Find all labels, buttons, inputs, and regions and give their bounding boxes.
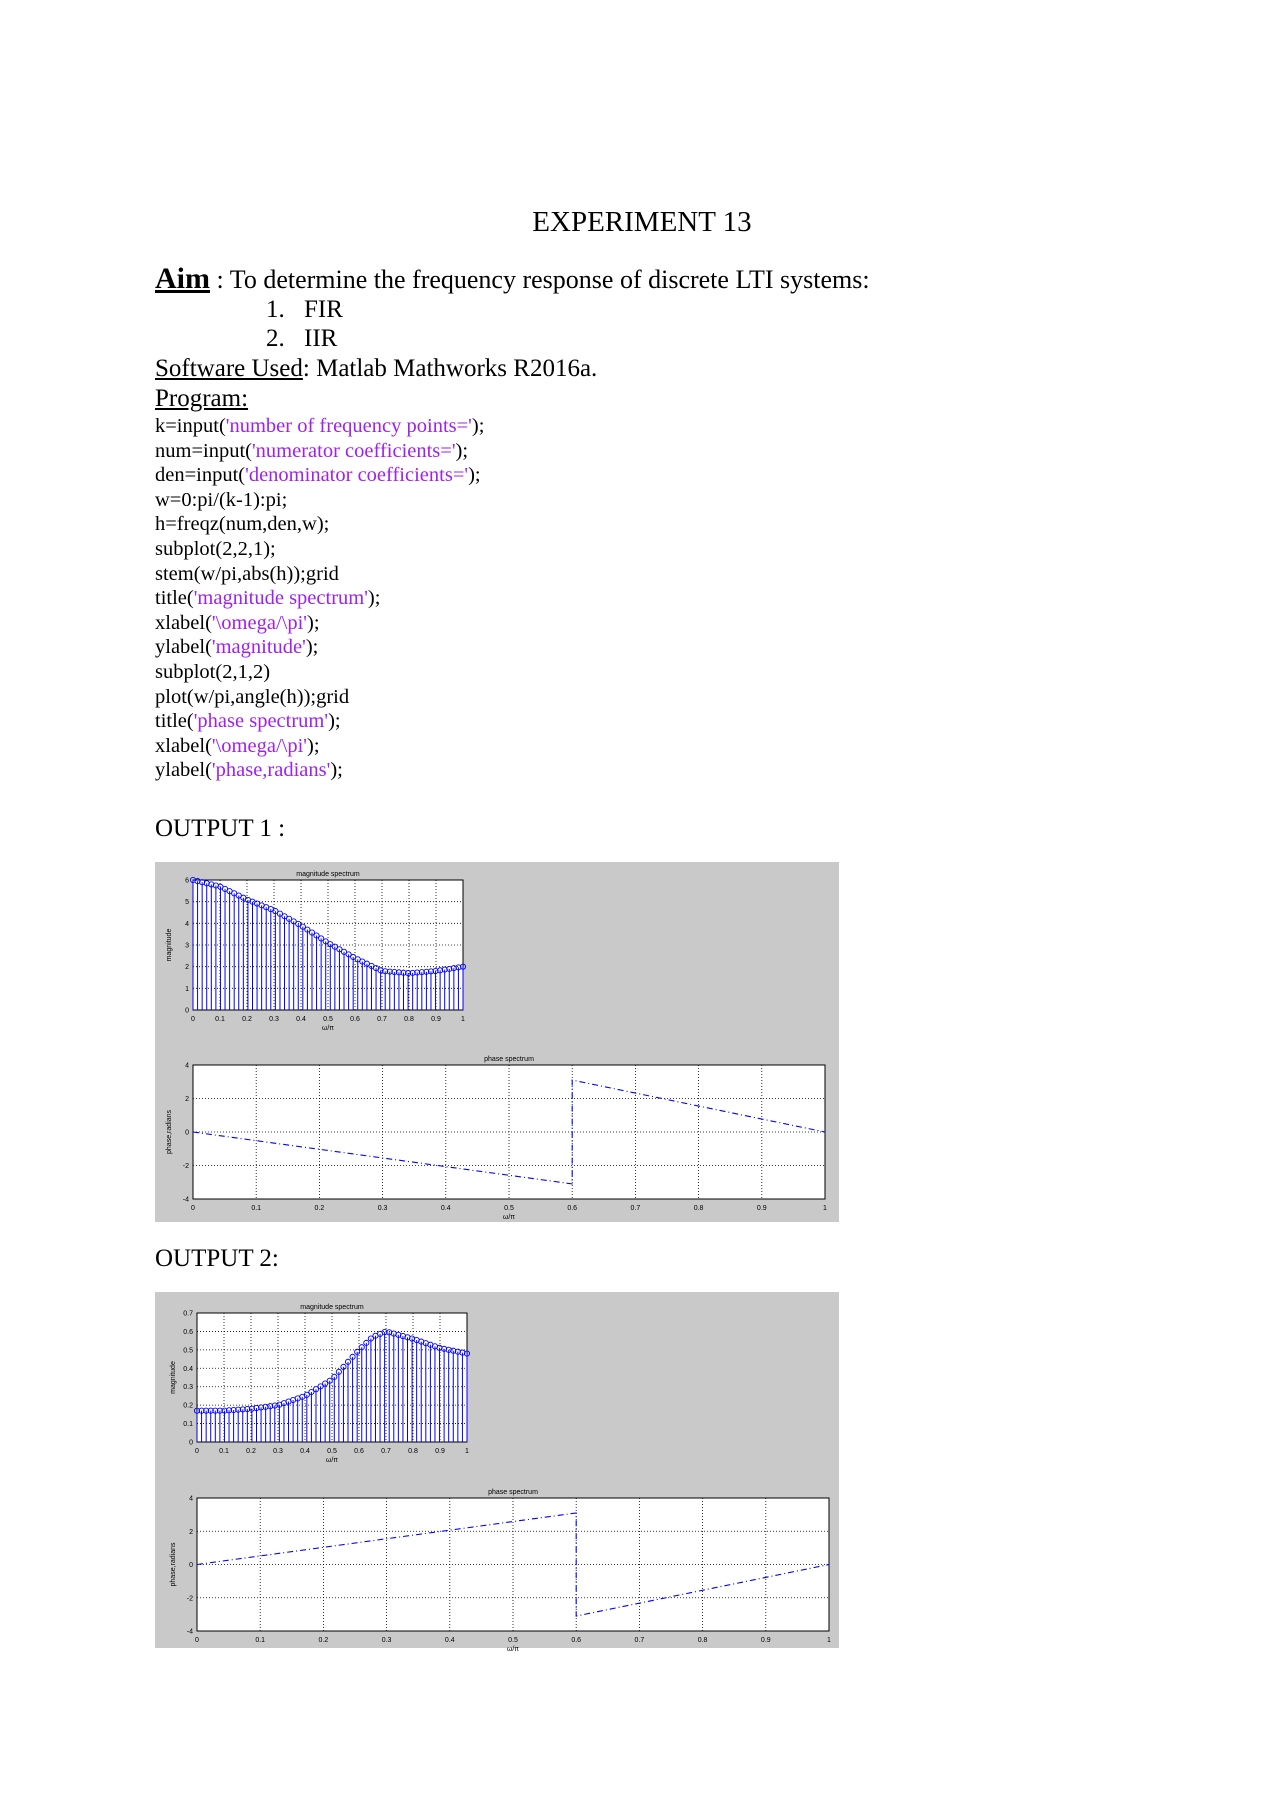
x-tick-label: 0.6 (350, 1016, 360, 1023)
x-tick-label: 0 (195, 1448, 199, 1455)
x-axis-label: ω/π (502, 1214, 516, 1221)
x-tick-label: 0.2 (314, 1205, 325, 1212)
aim-label: Aim (155, 262, 210, 295)
code-text: title( (155, 587, 194, 610)
x-tick-label: 0.4 (440, 1205, 451, 1212)
code-line (155, 660, 484, 685)
output-1-label: OUTPUT 1 : (155, 815, 286, 842)
program-heading: Program: (155, 385, 249, 412)
list-text: IIR (304, 325, 338, 352)
code-line (155, 586, 484, 611)
x-tick-label: 0.7 (381, 1448, 391, 1455)
y-tick-label: 0.4 (183, 1365, 193, 1373)
code-text: title( (155, 710, 194, 733)
y-tick-label: 5 (185, 899, 189, 907)
y-tick-label: -4 (182, 1196, 189, 1204)
x-tick-label: 0.3 (269, 1016, 279, 1023)
code-text: ); (307, 734, 320, 757)
code-text: subplot(2,2,1); (155, 537, 276, 560)
x-tick-label: 1 (461, 1016, 465, 1023)
x-tick-label: 0 (191, 1016, 195, 1023)
x-tick-label: 0.8 (404, 1016, 414, 1023)
code-line (155, 439, 484, 464)
y-tick-label: 0.1 (183, 1421, 193, 1429)
x-tick-label: 0.3 (273, 1448, 283, 1455)
code-string: 'magnitude' (211, 636, 306, 659)
y-tick-label: -4 (186, 1628, 193, 1636)
y-tick-label: 2 (185, 964, 189, 972)
code-string: '\omega/\pi' (211, 734, 307, 757)
x-tick-label: 0.4 (300, 1448, 310, 1455)
code-text: ); (367, 587, 381, 610)
y-tick-label: 0.2 (183, 1402, 193, 1410)
output-2-figure (155, 1292, 839, 1653)
y-axis-label: magnitude (170, 1361, 177, 1394)
y-tick-label: -2 (182, 1163, 189, 1170)
x-axis-label: ω/π (325, 1457, 339, 1464)
x-tick-label: 0.4 (296, 1016, 306, 1023)
code-line (155, 512, 484, 537)
y-tick-label: 2 (185, 1096, 189, 1103)
code-text: plot(w/pi,angle(h));grid (155, 685, 350, 708)
x-tick-label: 1 (465, 1448, 469, 1455)
output-2-label: OUTPUT 2: (155, 1245, 279, 1272)
chart-title: magnitude spectrum (300, 1304, 364, 1311)
software-text: : Matlab Mathworks R2016a. (302, 355, 598, 382)
list-number: 1. (266, 296, 285, 323)
list-item (266, 325, 337, 353)
y-tick-label: 4 (185, 1062, 189, 1070)
software-label: Software Used (155, 355, 303, 382)
x-axis-label: ω/π (506, 1646, 520, 1653)
chart-title: phase spectrum (488, 1489, 538, 1496)
x-tick-label: 0.6 (567, 1205, 578, 1212)
code-line (155, 734, 484, 759)
code-text: ylabel( (155, 759, 212, 782)
x-tick-label: 0.9 (435, 1448, 445, 1455)
list-item (266, 296, 343, 324)
code-text: ); (468, 464, 481, 487)
code-line (155, 537, 484, 562)
x-tick-label: 0.7 (630, 1205, 641, 1212)
code-text: k=input( (155, 415, 226, 437)
code-text: subplot(2,1,2) (155, 660, 271, 683)
x-tick-label: 0.5 (508, 1637, 518, 1644)
code-line (155, 611, 484, 636)
code-line (155, 562, 484, 587)
code-line (155, 414, 484, 439)
x-tick-label: 0.8 (408, 1448, 418, 1455)
code-text: ylabel( (155, 636, 212, 659)
x-tick-label: 0.7 (377, 1016, 387, 1023)
y-tick-label: 3 (185, 942, 189, 950)
code-text: h=freqz(num,den,w); (155, 513, 330, 536)
code-block (155, 414, 484, 783)
code-line (155, 488, 484, 513)
x-tick-label: 0.5 (323, 1016, 333, 1023)
aim-text: : To determine the frequency response of discrete LTI systems: (210, 265, 870, 294)
y-tick-label: 0 (189, 1562, 193, 1569)
x-tick-label: 0.8 (693, 1205, 704, 1212)
code-line (155, 635, 484, 660)
code-string: 'phase spectrum' (193, 710, 329, 733)
code-text: ); (328, 710, 341, 733)
x-tick-label: 0.2 (242, 1016, 252, 1023)
x-tick-label: 0.3 (381, 1637, 392, 1644)
code-string: 'phase,radians' (211, 759, 331, 782)
x-tick-label: 0.2 (246, 1448, 256, 1455)
x-tick-label: 0 (191, 1205, 195, 1212)
y-tick-label: 0 (185, 1007, 189, 1015)
code-text: den=input( (155, 464, 246, 487)
y-tick-label: 4 (185, 920, 189, 928)
page-title: EXPERIMENT 13 (532, 206, 752, 238)
x-tick-label: 0.6 (571, 1637, 582, 1644)
y-tick-label: 0 (185, 1129, 189, 1137)
x-tick-label: 1 (827, 1637, 831, 1644)
aim-line (155, 262, 870, 296)
list-text: FIR (304, 296, 343, 323)
output-1-plot (155, 862, 839, 1222)
y-tick-label: 0.6 (183, 1328, 193, 1336)
x-tick-label: 0.5 (504, 1205, 514, 1212)
x-tick-label: 0.9 (760, 1637, 771, 1644)
code-text: ); (330, 759, 343, 782)
x-tick-label: 0.3 (377, 1205, 388, 1212)
y-tick-label: 6 (185, 877, 189, 885)
x-tick-label: 0.1 (251, 1205, 262, 1212)
code-line (155, 709, 484, 734)
code-line (155, 685, 484, 710)
code-string: 'numerator coefficients=' (251, 439, 456, 462)
output-1-figure (155, 862, 839, 1222)
output-2-plot (155, 1292, 839, 1653)
x-tick-label: 0.7 (634, 1637, 645, 1644)
chart-title: magnitude spectrum (296, 871, 360, 878)
code-string: '\omega/\pi' (211, 611, 307, 634)
x-tick-label: 0.1 (215, 1016, 225, 1023)
x-tick-label: 0.2 (318, 1637, 329, 1644)
code-text: xlabel( (155, 734, 212, 757)
y-axis-label: phase,radians (166, 1110, 173, 1154)
y-tick-label: 4 (189, 1495, 193, 1503)
code-string: 'denominator coefficients=' (245, 464, 469, 487)
y-tick-label: 0 (189, 1439, 193, 1447)
y-tick-label: 1 (185, 985, 189, 993)
x-tick-label: 0 (195, 1637, 199, 1644)
software-line (155, 355, 597, 383)
code-line (155, 463, 484, 488)
x-tick-label: 0.1 (255, 1637, 266, 1644)
code-text: ); (455, 439, 469, 462)
code-line (155, 758, 484, 783)
code-text: xlabel( (155, 611, 212, 634)
y-axis-label: magnitude (166, 928, 173, 962)
code-text: ); (307, 611, 320, 634)
code-text: ); (305, 636, 319, 659)
x-tick-label: 1 (823, 1205, 827, 1212)
y-tick-label: 0.5 (183, 1347, 193, 1355)
code-text: stem(w/pi,abs(h));grid (155, 562, 339, 585)
x-tick-label: 0.1 (219, 1448, 229, 1455)
code-text: num=input( (155, 439, 252, 462)
y-tick-label: 0.7 (183, 1310, 193, 1318)
x-tick-label: 0.4 (444, 1637, 455, 1644)
code-string: 'magnitude spectrum' (193, 587, 368, 610)
y-tick-label: 2 (189, 1528, 193, 1536)
list-number: 2. (266, 325, 285, 352)
code-string: 'number of frequency points=' (225, 415, 472, 437)
code-text: w=0:pi/(k-1):pi; (155, 488, 288, 511)
code-text: ); (471, 415, 485, 437)
x-tick-label: 0.8 (697, 1637, 708, 1644)
y-tick-label: 0.3 (183, 1384, 193, 1392)
x-axis-label: ω/π (321, 1025, 335, 1032)
chart-title: phase spectrum (484, 1056, 534, 1063)
x-tick-label: 0.5 (327, 1448, 337, 1455)
x-tick-label: 0.9 (756, 1205, 767, 1212)
x-tick-label: 0.6 (354, 1448, 364, 1455)
x-tick-label: 0.9 (431, 1016, 441, 1023)
y-tick-label: -2 (186, 1595, 193, 1603)
y-axis-label: phase,radians (170, 1542, 177, 1587)
